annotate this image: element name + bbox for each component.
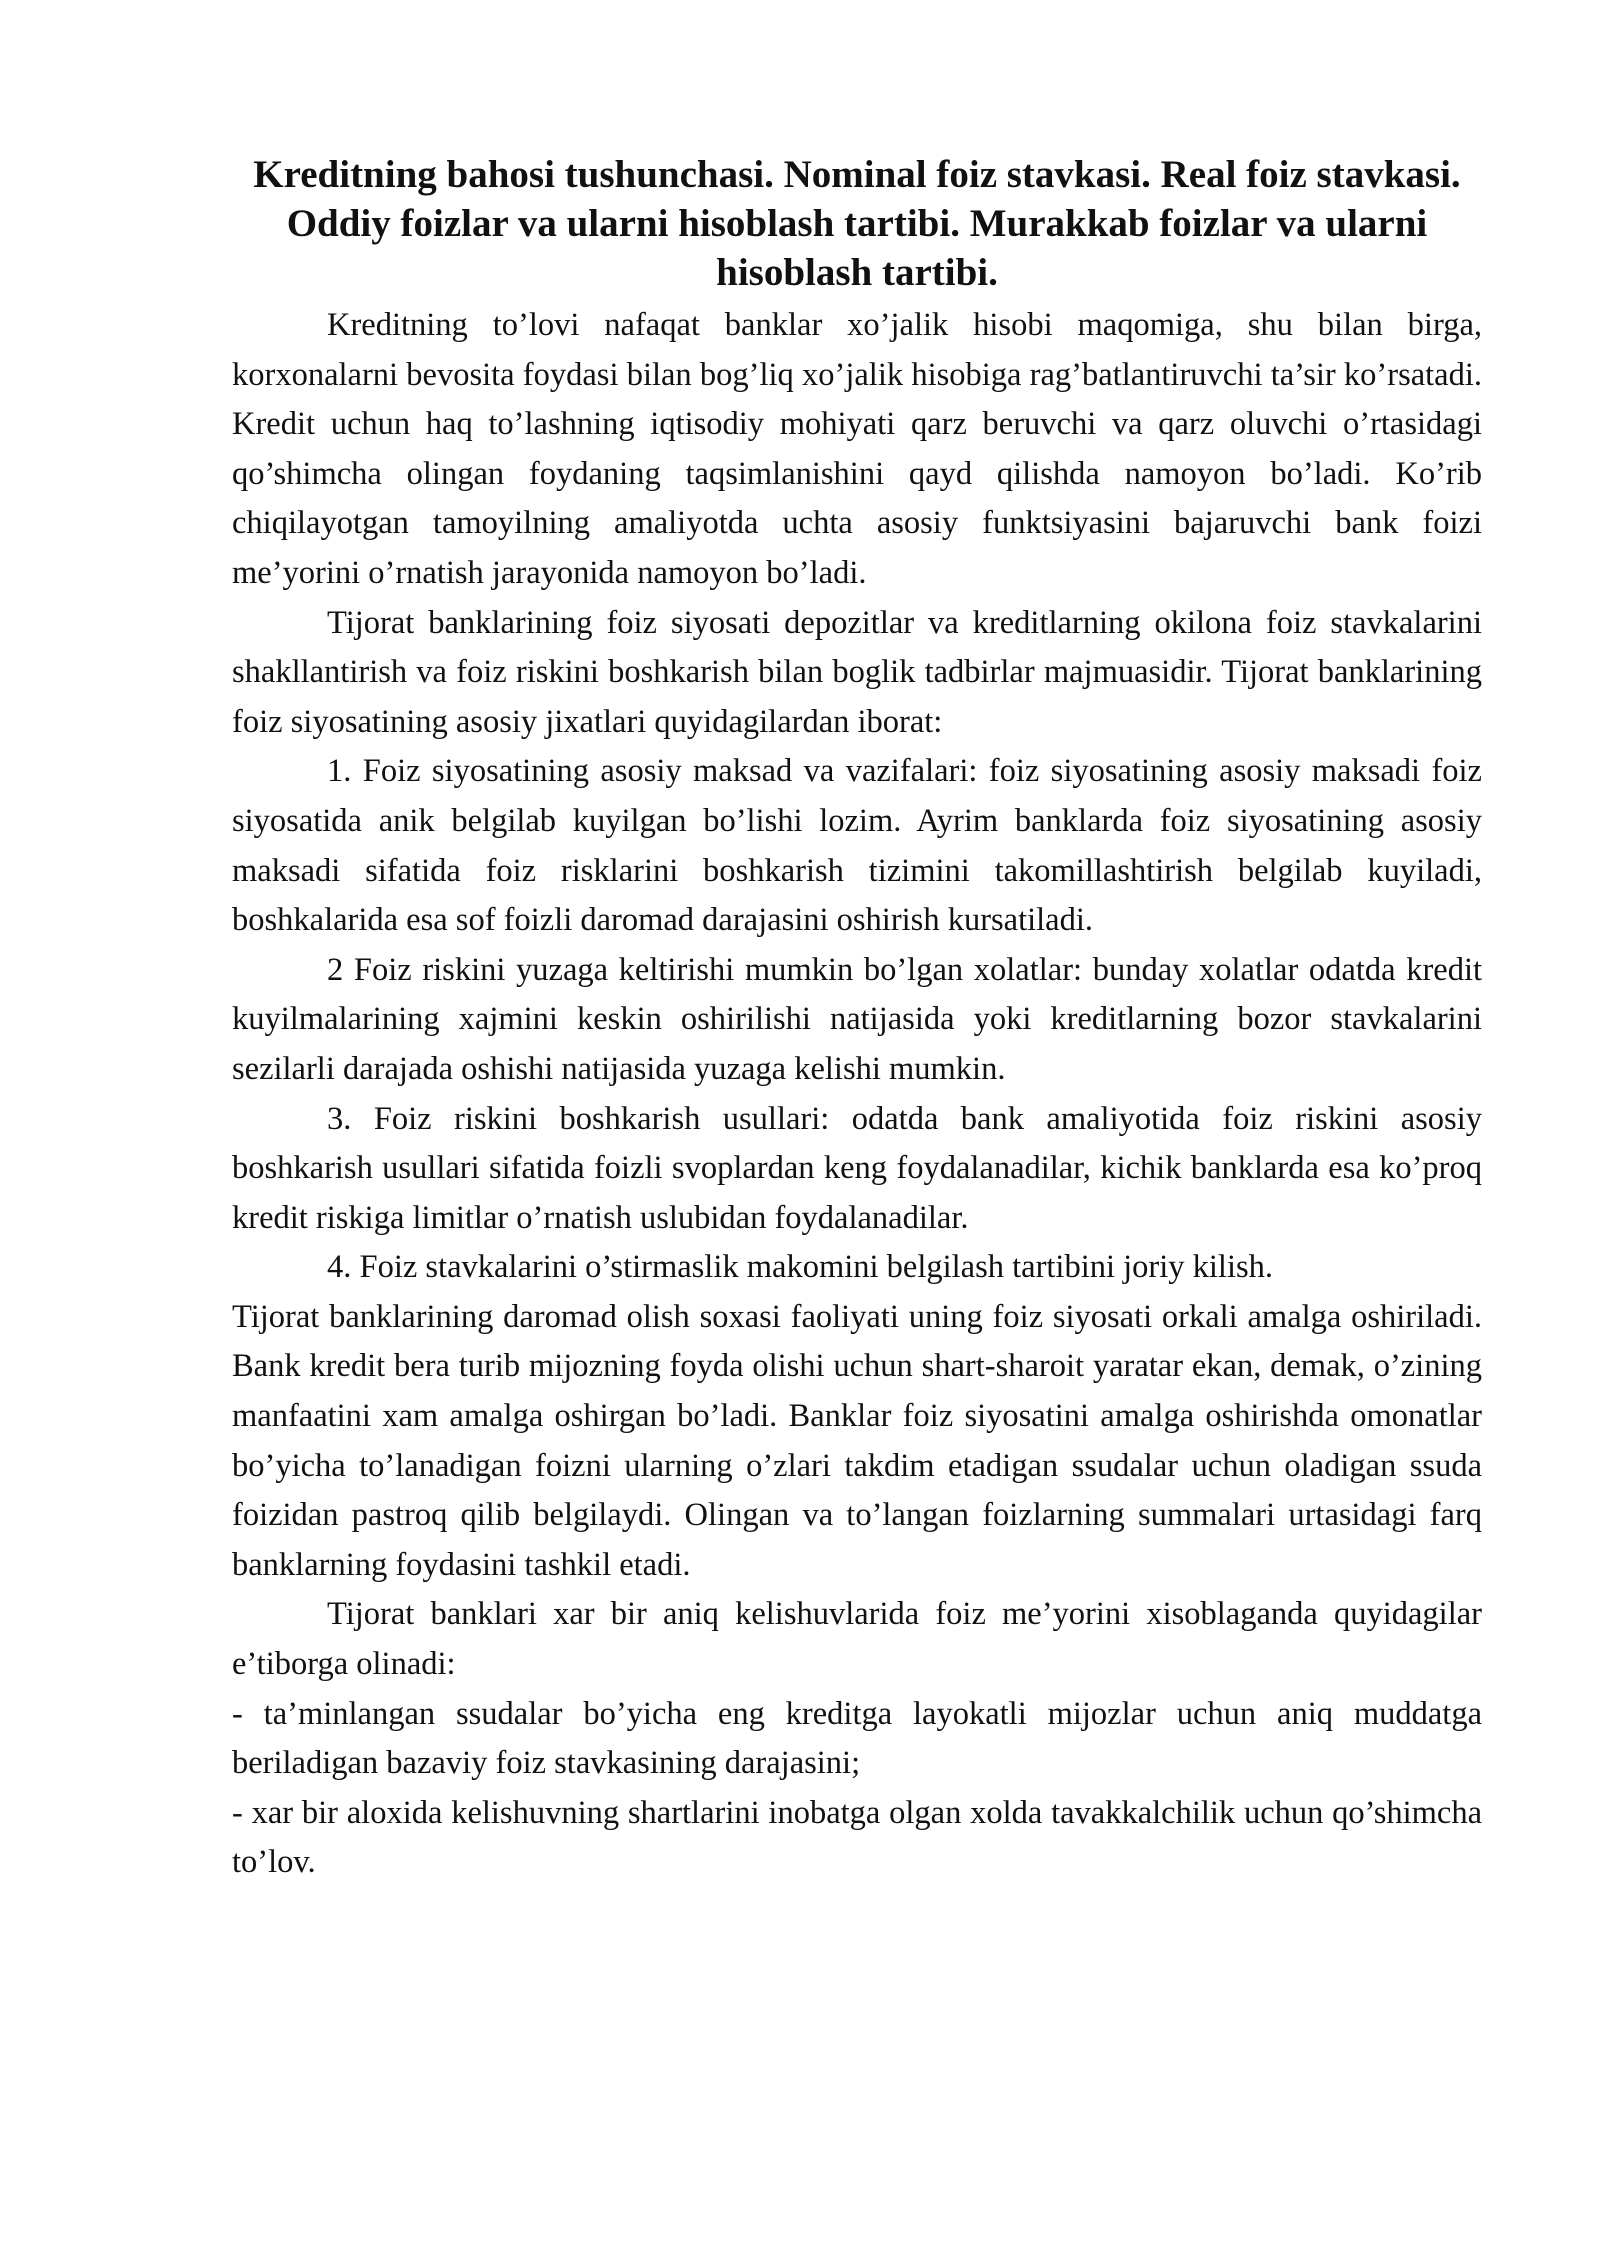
dash-list-item: - ta’minlangan ssudalar bo’yicha eng kreditga layokatli mijozlar uchun aniq muddatga beriladigan bazaviy foiz stavkasining darajasini;: [232, 1695, 1482, 1782]
list-item-paragraph: 1. Foiz siyosatining asosiy maksad va vazifalari: foiz siyosatining asosiy maksadi foiz siyosatida anik belgilab kuyilgan bo’lishi lozim. Ayrim banklarda foiz siyosatining asosiy maksadi sifatida foiz risklarini boshkarish tizimini takomillashtirish belgilab kuyiladi, boshkalarida esa sof foizli daromad darajasini oshirish kursatiladi.: [232, 753, 1482, 939]
list-item-paragraph: 3. Foiz riskini boshkarish usullari: odatda bank amaliyotida foiz riskini asosiy boshkarish usullari sifatida foizli svoplardan keng foydalanadilar, kichik banklarda esa ko’proq kredit riskiga limitlar o’rnatish uslubidan foydalanadilar.: [232, 1100, 1482, 1236]
document-page: [232, 150, 1482, 1888]
list-item-paragraph: 4. Foiz stavkalarini o’stirmaslik makomini belgilash tartibini joriy kilish.: [327, 1249, 1274, 1286]
paragraph: Tijorat banklarining foiz siyosati depozitlar va kreditlarning okilona foiz stavkalarini shakllantirish va foiz riskini boshkarish bilan boglik tadbirlar majmuasidir. Tijorat banklarining foiz siyosatining asosiy jixatlari quyidagilardan iborat:: [232, 604, 1482, 740]
paragraph: Kreditning to’lovi nafaqat banklar xo’jalik hisobi maqomiga, shu bilan birga, korxonalarni bevosita foydasi bilan bog’liq xo’jalik hisobiga rag’batlantiruvchi ta’sir ko’rsatadi. Kredit uchun haq to’lashning iqtisodiy mohiyati qarz beruvchi va qarz oluvchi o’rtasidagi qo’shimcha olingan foydaning taqsimlanishini qayd qilishda namoyon bo’ladi. Ko’rib chiqilayotgan tamoyilning amaliyotda uchta asosiy funktsiyasini bajaruvchi bank foizi me’yorini o’rnatish jarayonida namoyon bo’ladi.: [232, 307, 1482, 591]
paragraph: Tijorat banklarining daromad olish soxasi faoliyati uning foiz siyosati orkali amalga oshiriladi. Bank kredit bera turib mijozning foyda olishi uchun shart-sharoit yaratar ekan, demak, o’zining manfaatini xam amalga oshirgan bo’ladi. Banklar foiz siyosatini amalga oshirishda omonatlar bo’yicha to’lanadigan foizni ularning o’zlari takdim etadigan ssudalar uchun oladigan ssuda foizidan pastroq qilib belgilaydi. Olingan va to’langan foizlarning summalari urtasidagi farq banklarning foydasini tashkil etadi.: [232, 1298, 1482, 1583]
document-title: Kreditning bahosi tushunchasi. Nominal foiz stavkasi. Real foiz stavkasi. Oddiy foizlar va ularni hisoblash tartibi. Murakkab foizlar va ularni hisoblash tartibi.: [253, 153, 1461, 294]
dash-list-item: - xar bir aloxida kelishuvning shartlarini inobatga olgan xolda tavakkalchilik uchun qo’shimcha to’lov.: [232, 1794, 1482, 1881]
document-body: [232, 301, 1482, 1888]
paragraph: Tijorat banklari xar bir aniq kelishuvlarida foiz me’yorini xisoblaganda quyidagilar e’tiborga olinadi:: [232, 1596, 1482, 1683]
list-item-paragraph: 2 Foiz riskini yuzaga keltirishi mumkin bo’lgan xolatlar: bunday xolatlar odatda kredit kuyilmalarining xajmini keskin oshirilishi natijasida yoki kreditlarning bozor stavkalarini sezilarli darajada oshishi natijasida yuzaga kelishi mumkin.: [232, 951, 1482, 1087]
